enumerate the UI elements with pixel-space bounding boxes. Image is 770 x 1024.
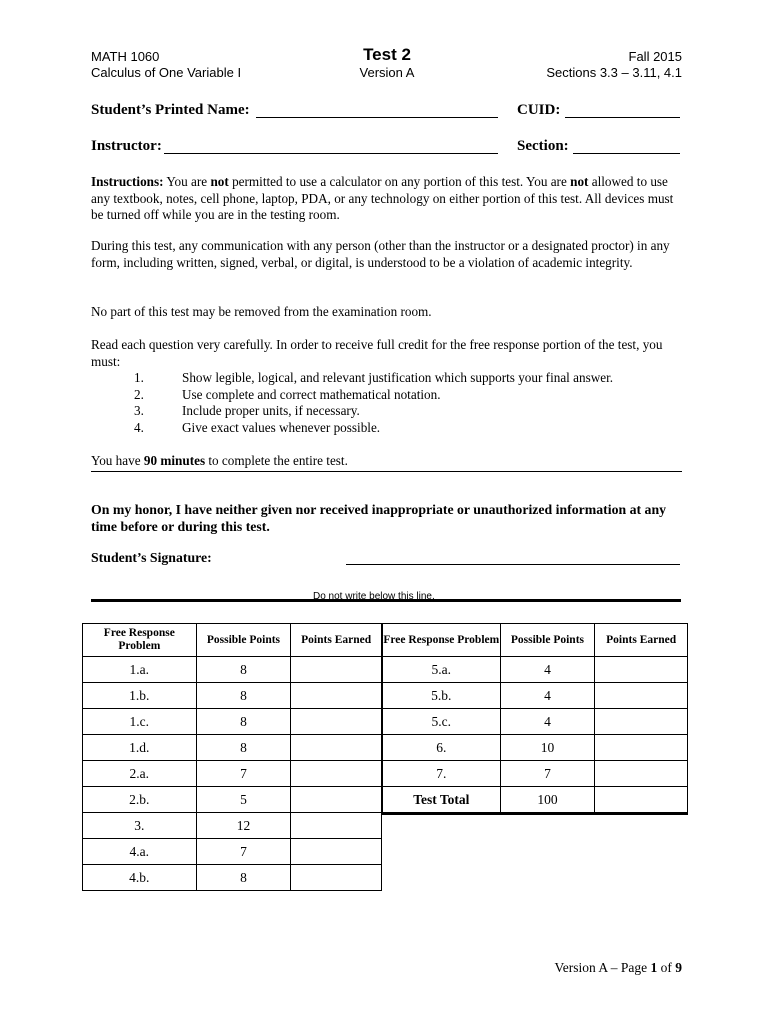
- list-item: 3. Include proper units, if necessary.: [134, 403, 360, 418]
- table-row: 1.d. 8: [83, 735, 382, 761]
- table-row: 4.a. 7: [83, 839, 382, 865]
- student-name-line[interactable]: [256, 117, 498, 118]
- points-earned-cell[interactable]: [291, 813, 382, 839]
- do-not-write-notice: Do not write below this line.: [313, 591, 435, 602]
- signature-line[interactable]: [346, 564, 680, 565]
- list-item: 2. Use complete and correct mathematical notation.: [134, 386, 441, 402]
- points-earned-cell[interactable]: [291, 683, 382, 709]
- honor-statement: On my honor, I have neither given nor received inappropriate or unauthorized information at any time before or during this test.: [91, 502, 667, 534]
- score-table-right: [382, 623, 688, 815]
- removal-paragraph: No part of this test may be removed from the examination room.: [91, 304, 432, 319]
- do-not-write-line: [91, 599, 681, 602]
- instructions-paragraph: Instructions: You are not permitted to use a calculator on any portion of this test. You are not allowed to use any textbook, notes, cell phone, laptop, PDA, or any technology on either portion of this test. All devices must be turned off while you are in the testing room.: [91, 174, 674, 222]
- instructions-label: Instructions:: [91, 174, 164, 189]
- total-pages: 9: [675, 960, 682, 975]
- table-row: 1.c. 8: [83, 709, 382, 735]
- points-earned-cell[interactable]: [595, 735, 688, 761]
- points-earned-cell[interactable]: [291, 787, 382, 813]
- points-earned-cell[interactable]: [291, 865, 382, 891]
- signature-label: Student’s Signature:: [91, 550, 212, 565]
- points-earned-cell[interactable]: [291, 735, 382, 761]
- test-total-row: [383, 787, 688, 814]
- points-earned-cell[interactable]: [291, 709, 382, 735]
- time-limit-paragraph: You have 90 minutes to complete the entire test.: [91, 453, 348, 468]
- test-total-earned-cell[interactable]: [595, 787, 688, 814]
- header-problem: Free Response Problem: [83, 624, 197, 657]
- table-row: 5.b. 4: [383, 683, 688, 709]
- term: Fall 2015: [628, 49, 682, 64]
- table-row: 1.b. 8: [83, 683, 382, 709]
- list-item: 1. Show legible, logical, and relevant justification which supports your final answer.: [134, 370, 614, 385]
- section-line[interactable]: [573, 153, 680, 154]
- table-row: 5.c. 4: [383, 709, 688, 735]
- page-footer: Version A – Page 1 of 9: [554, 960, 682, 975]
- test-version: Version A: [359, 65, 415, 80]
- table-row: 2.b. 5: [83, 787, 382, 813]
- points-earned-cell[interactable]: [291, 839, 382, 865]
- table-row: 6. 10: [383, 735, 688, 761]
- course-name: Calculus of One Variable I: [91, 65, 242, 80]
- requirements-list: [134, 370, 613, 436]
- requirements-paragraph: Read each question very carefully. In order to receive full credit for the free response portion of the test, you must:: [91, 337, 663, 369]
- score-table-left: [82, 623, 382, 891]
- cuid-line[interactable]: [565, 117, 680, 118]
- points-earned-cell[interactable]: [291, 761, 382, 787]
- sections-covered: Sections 3.3 – 3.11, 4.1: [546, 65, 682, 80]
- table-row: 2.a. 7: [83, 761, 382, 787]
- table-header-row: [383, 624, 688, 657]
- course-number: MATH 1060: [91, 49, 160, 64]
- table-row: 5.a. 4: [383, 657, 688, 683]
- points-earned-cell[interactable]: [595, 761, 688, 787]
- section-label: Section:: [517, 138, 569, 154]
- header-earned: Points Earned: [291, 624, 382, 657]
- test-title: Test 2: [363, 45, 411, 64]
- list-item: 4. Give exact values whenever possible.: [134, 419, 381, 435]
- points-earned-cell[interactable]: [595, 683, 688, 709]
- test-total-points: 100: [500, 787, 595, 814]
- table-header-row: [83, 624, 382, 657]
- header-possible: Possible Points: [500, 624, 595, 657]
- section-divider: [91, 471, 682, 472]
- table-row: 3. 12: [83, 813, 382, 839]
- points-earned-cell[interactable]: [595, 709, 688, 735]
- header-possible: Possible Points: [196, 624, 291, 657]
- page-number: 1: [650, 960, 658, 975]
- header-earned: Points Earned: [595, 624, 688, 657]
- table-row: 4.b. 8: [83, 865, 382, 891]
- student-name-label: Student’s Printed Name:: [91, 102, 250, 118]
- table-row: 1.a. 8: [83, 657, 382, 683]
- table-row: 7. 7: [383, 761, 688, 787]
- cuid-label: CUID:: [517, 102, 561, 118]
- instructor-label: Instructor:: [91, 138, 162, 154]
- test-total-label: Test Total: [383, 787, 501, 814]
- points-earned-cell[interactable]: [595, 657, 688, 683]
- instructor-line[interactable]: [164, 153, 498, 154]
- communication-paragraph: During this test, any communication with any person (other than the instructor or a designated proctor) in any form, including written, signed, verbal, or digital, is understood to be a violation of academic integrity.: [91, 238, 670, 270]
- points-earned-cell[interactable]: [291, 657, 382, 683]
- header-problem: Free Response Problem: [383, 624, 501, 657]
